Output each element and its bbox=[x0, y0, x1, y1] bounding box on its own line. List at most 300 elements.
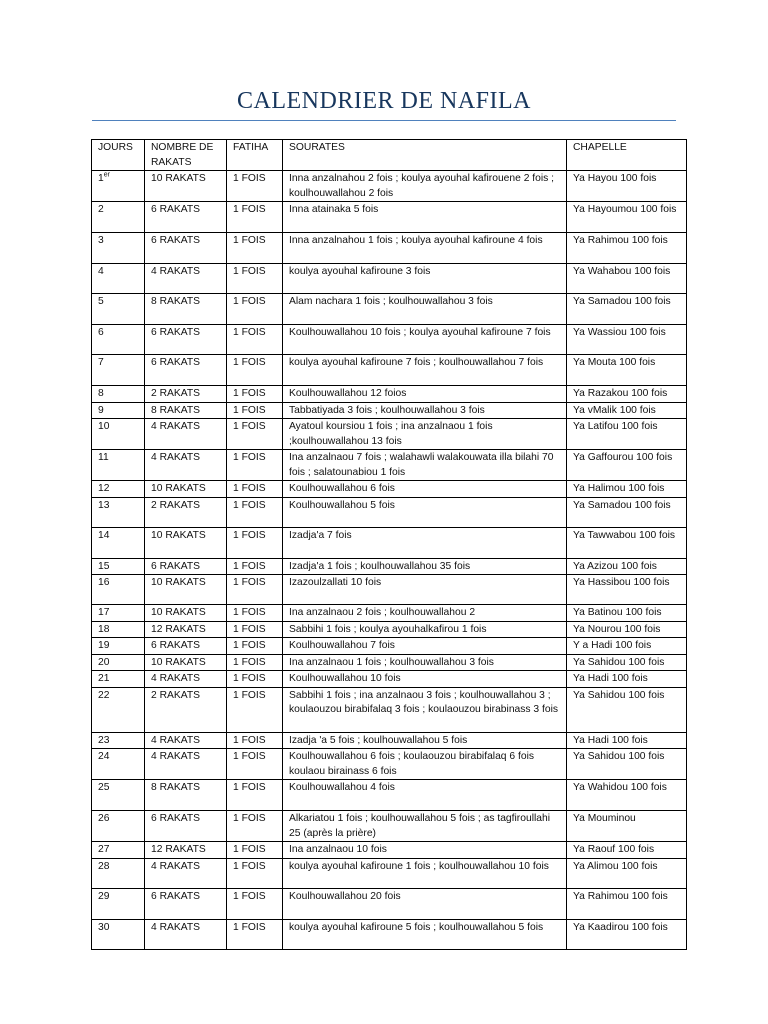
sourates-cell-text: koulya ayouhal kafiroune 3 fois bbox=[289, 266, 431, 277]
day-cell bbox=[92, 171, 145, 202]
rakats-cell-text: 6 RAKATS bbox=[151, 235, 201, 246]
rakats-cell-text: 4 RAKATS bbox=[151, 734, 201, 746]
fatiha-cell-text: 1 FOIS bbox=[233, 235, 266, 246]
table-row bbox=[92, 386, 687, 403]
sourates-cell-text: Inna anzalnahou 1 fois ; koulya ayouhal kafiroune 4 fois bbox=[289, 235, 543, 246]
day-cell-text: 19 bbox=[98, 640, 110, 651]
rakats-cell bbox=[145, 671, 227, 688]
rakats-cell-text: 10 RAKATS bbox=[151, 577, 206, 588]
day-cell-text: 22 bbox=[98, 689, 110, 701]
fatiha-cell bbox=[227, 919, 283, 949]
sourates-cell bbox=[283, 419, 567, 450]
table-row bbox=[92, 171, 687, 202]
chapelle-cell-text: Ya Mouta 100 fois bbox=[573, 357, 656, 368]
header-fatiha: FATIHA bbox=[227, 140, 283, 171]
table-row bbox=[92, 888, 687, 919]
chapelle-cell-text: Ya Samadou 100 fois bbox=[573, 499, 671, 511]
fatiha-cell-text: 1 FOIS bbox=[233, 204, 266, 215]
sourates-cell bbox=[283, 638, 567, 655]
day-cell bbox=[92, 575, 145, 605]
fatiha-cell-text: 1 FOIS bbox=[233, 623, 266, 635]
day-cell bbox=[92, 355, 145, 386]
chapelle-cell bbox=[567, 325, 687, 355]
rakats-cell bbox=[145, 450, 227, 481]
rakats-cell-text: 4 RAKATS bbox=[151, 860, 201, 872]
day-cell bbox=[92, 497, 145, 527]
fatiha-cell-text: 1 FOIS bbox=[233, 388, 266, 399]
table-row bbox=[92, 919, 687, 949]
rakats-cell-text: 10 RAKATS bbox=[151, 483, 206, 494]
fatiha-cell-text: 1 FOIS bbox=[233, 529, 266, 541]
sourates-cell-text: Izazoulzallati 10 fois bbox=[289, 577, 382, 588]
sourates-cell bbox=[283, 888, 567, 919]
day-cell-text: 20 bbox=[98, 656, 110, 668]
chapelle-cell bbox=[567, 732, 687, 749]
fatiha-cell-text: 1 FOIS bbox=[233, 560, 266, 572]
day-cell-text: 5 bbox=[98, 296, 104, 307]
day-cell bbox=[92, 605, 145, 622]
chapelle-cell-text: Ya Razakou 100 fois bbox=[573, 388, 668, 399]
fatiha-cell-text: 1 FOIS bbox=[233, 734, 266, 746]
fatiha-cell-text: 1 FOIS bbox=[233, 640, 266, 651]
sourates-cell-text: Ina anzalnaou 2 fois ; koulhouwallahou 2 bbox=[289, 607, 476, 618]
rakats-cell bbox=[145, 811, 227, 842]
day-cell-text: 8 bbox=[98, 388, 104, 399]
sourates-cell-text: Alam nachara 1 fois ; koulhouwallahou 3 fois bbox=[289, 296, 493, 307]
chapelle-cell-text: Ya Wahidou 100 fois bbox=[573, 782, 667, 793]
day-cell bbox=[92, 264, 145, 294]
fatiha-cell bbox=[227, 481, 283, 498]
table-row bbox=[92, 558, 687, 575]
fatiha-cell bbox=[227, 732, 283, 749]
day-cell bbox=[92, 481, 145, 498]
rakats-cell-text: 4 RAKATS bbox=[151, 452, 201, 463]
fatiha-cell bbox=[227, 450, 283, 481]
nafila-calendar-table bbox=[91, 139, 687, 950]
day-cell-text: 13 bbox=[98, 499, 110, 511]
chapelle-cell-text: Ya Kaadirou 100 fois bbox=[573, 921, 668, 933]
day-cell-text: 26 bbox=[98, 813, 110, 824]
rakats-cell bbox=[145, 419, 227, 450]
day-ordinal-suffix: er bbox=[103, 171, 110, 179]
chapelle-cell bbox=[567, 575, 687, 605]
rakats-cell-text: 12 RAKATS bbox=[151, 844, 206, 855]
day-cell bbox=[92, 621, 145, 638]
fatiha-cell bbox=[227, 171, 283, 202]
fatiha-cell-text: 1 FOIS bbox=[233, 499, 266, 511]
sourates-cell bbox=[283, 355, 567, 386]
day-cell bbox=[92, 919, 145, 949]
chapelle-cell bbox=[567, 558, 687, 575]
rakats-cell-text: 6 RAKATS bbox=[151, 327, 201, 338]
day-cell-text: 12 bbox=[98, 483, 110, 494]
fatiha-cell-text: 1 FOIS bbox=[233, 673, 266, 684]
fatiha-cell-text: 1 FOIS bbox=[233, 890, 266, 902]
chapelle-cell bbox=[567, 811, 687, 842]
table-row bbox=[92, 749, 687, 780]
day-cell-text: 14 bbox=[98, 529, 110, 541]
chapelle-cell-text: Ya Hadi 100 fois bbox=[573, 673, 648, 684]
fatiha-cell-text: 1 FOIS bbox=[233, 296, 266, 307]
chapelle-cell bbox=[567, 402, 687, 419]
header-nombre-de-rakats: NOMBRE DE RAKATS bbox=[145, 140, 227, 171]
header-jours: JOURS bbox=[92, 140, 145, 171]
sourates-cell bbox=[283, 919, 567, 949]
table-row bbox=[92, 202, 687, 233]
sourates-cell-text: Koulhouwallahou 6 fois bbox=[289, 483, 395, 494]
table-row bbox=[92, 264, 687, 294]
day-cell bbox=[92, 858, 145, 888]
table-row bbox=[92, 294, 687, 325]
day-cell-text: 3 bbox=[98, 235, 104, 246]
day-cell bbox=[92, 638, 145, 655]
table-row bbox=[92, 654, 687, 671]
fatiha-cell bbox=[227, 621, 283, 638]
sourates-cell-text: Koulhouwallahou 4 fois bbox=[289, 782, 395, 793]
sourates-cell-text: Alkariatou 1 fois ; koulhouwallahou 5 fois ; as tagfiroullahi 25 (après la prière) bbox=[289, 813, 551, 839]
fatiha-cell bbox=[227, 638, 283, 655]
rakats-cell-text: 4 RAKATS bbox=[151, 421, 201, 432]
rakats-cell bbox=[145, 919, 227, 949]
fatiha-cell bbox=[227, 233, 283, 264]
sourates-cell bbox=[283, 558, 567, 575]
sourates-cell-text: Inna anzalnahou 2 fois ; koulya ayouhal kafirouene 2 fois ; koulhouwallahou 2 fois bbox=[289, 173, 555, 199]
rakats-cell bbox=[145, 687, 227, 732]
day-cell-text: 18 bbox=[98, 623, 110, 635]
rakats-cell bbox=[145, 780, 227, 811]
rakats-cell-text: 6 RAKATS bbox=[151, 204, 201, 215]
sourates-cell-text: Koulhouwallahou 20 fois bbox=[289, 890, 401, 902]
rakats-cell-text: 4 RAKATS bbox=[151, 921, 201, 933]
chapelle-cell-text: Ya Gaffourou 100 fois bbox=[573, 452, 673, 463]
day-cell bbox=[92, 749, 145, 780]
rakats-cell bbox=[145, 481, 227, 498]
sourates-cell bbox=[283, 858, 567, 888]
fatiha-cell bbox=[227, 842, 283, 859]
fatiha-cell-text: 1 FOIS bbox=[233, 173, 266, 184]
table-row bbox=[92, 527, 687, 558]
rakats-cell bbox=[145, 202, 227, 233]
sourates-cell bbox=[283, 842, 567, 859]
rakats-cell-text: 6 RAKATS bbox=[151, 890, 201, 902]
chapelle-cell bbox=[567, 687, 687, 732]
day-cell bbox=[92, 558, 145, 575]
table-row bbox=[92, 858, 687, 888]
day-cell bbox=[92, 233, 145, 264]
day-cell-text: 30 bbox=[98, 921, 110, 933]
table-row bbox=[92, 842, 687, 859]
rakats-cell-text: 8 RAKATS bbox=[151, 782, 201, 793]
fatiha-cell bbox=[227, 687, 283, 732]
rakats-cell bbox=[145, 402, 227, 419]
header-sourates: SOURATES bbox=[283, 140, 567, 171]
day-cell bbox=[92, 419, 145, 450]
table-row bbox=[92, 355, 687, 386]
rakats-cell bbox=[145, 325, 227, 355]
sourates-cell-text: Tabbatiyada 3 fois ; koulhouwallahou 3 fois bbox=[289, 404, 485, 416]
fatiha-cell-text: 1 FOIS bbox=[233, 483, 266, 494]
rakats-cell bbox=[145, 858, 227, 888]
sourates-cell bbox=[283, 481, 567, 498]
day-cell-text: 27 bbox=[98, 844, 110, 855]
header-chapelle: CHAPELLE bbox=[567, 140, 687, 171]
sourates-cell bbox=[283, 687, 567, 732]
sourates-cell-text: Koulhouwallahou 6 fois ; koulaouzou birabifalaq 6 fois koulaou birainass 6 fois bbox=[289, 751, 535, 777]
chapelle-cell-text: Ya vMalik 100 fois bbox=[573, 404, 656, 416]
day-cell-text: 17 bbox=[98, 607, 110, 618]
chapelle-cell bbox=[567, 527, 687, 558]
chapelle-cell-text: Ya Mouminou bbox=[573, 813, 636, 824]
day-cell bbox=[92, 811, 145, 842]
chapelle-cell-text: Ya Batinou 100 fois bbox=[573, 607, 662, 618]
sourates-cell bbox=[283, 294, 567, 325]
day-cell bbox=[92, 842, 145, 859]
table-row bbox=[92, 233, 687, 264]
day-cell bbox=[92, 202, 145, 233]
sourates-cell bbox=[283, 386, 567, 403]
fatiha-cell-text: 1 FOIS bbox=[233, 689, 266, 701]
chapelle-cell bbox=[567, 233, 687, 264]
rakats-cell bbox=[145, 233, 227, 264]
chapelle-cell-text: Ya Sahidou 100 fois bbox=[573, 689, 665, 701]
rakats-cell bbox=[145, 527, 227, 558]
chapelle-cell bbox=[567, 450, 687, 481]
rakats-cell-text: 4 RAKATS bbox=[151, 673, 201, 684]
fatiha-cell bbox=[227, 605, 283, 622]
rakats-cell bbox=[145, 732, 227, 749]
day-cell-text: 29 bbox=[98, 890, 110, 902]
sourates-cell bbox=[283, 605, 567, 622]
chapelle-cell bbox=[567, 638, 687, 655]
fatiha-cell-text: 1 FOIS bbox=[233, 751, 266, 762]
day-cell-text: 6 bbox=[98, 327, 104, 338]
rakats-cell bbox=[145, 621, 227, 638]
sourates-cell bbox=[283, 654, 567, 671]
fatiha-cell-text: 1 FOIS bbox=[233, 782, 266, 793]
rakats-cell-text: 10 RAKATS bbox=[151, 656, 206, 668]
day-cell-text: 21 bbox=[98, 673, 110, 684]
rakats-cell-text: 4 RAKATS bbox=[151, 751, 201, 762]
day-cell-text: 4 bbox=[98, 266, 104, 277]
sourates-cell-text: Inna atainaka 5 fois bbox=[289, 204, 379, 215]
day-cell bbox=[92, 294, 145, 325]
sourates-cell bbox=[283, 780, 567, 811]
fatiha-cell-text: 1 FOIS bbox=[233, 577, 266, 588]
rakats-cell bbox=[145, 558, 227, 575]
rakats-cell-text: 6 RAKATS bbox=[151, 640, 201, 651]
rakats-cell-text: 8 RAKATS bbox=[151, 296, 201, 307]
day-cell bbox=[92, 386, 145, 403]
table-row bbox=[92, 575, 687, 605]
fatiha-cell-text: 1 FOIS bbox=[233, 421, 266, 432]
day-cell-text: 10 bbox=[98, 421, 110, 432]
chapelle-cell-text: Ya Rahimou 100 fois bbox=[573, 890, 668, 902]
sourates-cell-text: Koulhouwallahou 10 fois ; koulya ayouhal kafiroune 7 fois bbox=[289, 327, 551, 338]
table-header-row bbox=[92, 140, 687, 171]
chapelle-cell bbox=[567, 355, 687, 386]
rakats-cell bbox=[145, 888, 227, 919]
chapelle-cell bbox=[567, 888, 687, 919]
chapelle-cell bbox=[567, 386, 687, 403]
table-row bbox=[92, 402, 687, 419]
sourates-cell bbox=[283, 450, 567, 481]
fatiha-cell bbox=[227, 654, 283, 671]
fatiha-cell bbox=[227, 264, 283, 294]
rakats-cell bbox=[145, 842, 227, 859]
chapelle-cell bbox=[567, 671, 687, 688]
day-cell bbox=[92, 687, 145, 732]
rakats-cell-text: 2 RAKATS bbox=[151, 689, 201, 701]
table-row bbox=[92, 605, 687, 622]
fatiha-cell bbox=[227, 558, 283, 575]
sourates-cell bbox=[283, 575, 567, 605]
day-cell-text: 16 bbox=[98, 577, 110, 588]
sourates-cell-text: Koulhouwallahou 12 foios bbox=[289, 388, 407, 399]
fatiha-cell bbox=[227, 811, 283, 842]
chapelle-cell bbox=[567, 858, 687, 888]
chapelle-cell-text: Ya Halimou 100 fois bbox=[573, 483, 665, 494]
fatiha-cell-text: 1 FOIS bbox=[233, 607, 266, 618]
sourates-cell-text: Ina anzalnaou 7 fois ; walahawli walakouwata illa bilahi 70 fois ; salatounabiou 1 fois bbox=[289, 452, 554, 478]
chapelle-cell-text: Y a Hadi 100 fois bbox=[573, 640, 652, 651]
fatiha-cell-text: 1 FOIS bbox=[233, 266, 266, 277]
sourates-cell-text: koulya ayouhal kafiroune 7 fois ; koulhouwallahou 7 fois bbox=[289, 357, 544, 368]
chapelle-cell bbox=[567, 481, 687, 498]
day-cell-text: 25 bbox=[98, 782, 110, 793]
sourates-cell-text: Ina anzalnaou 1 fois ; koulhouwallahou 3 fois bbox=[289, 656, 494, 668]
chapelle-cell bbox=[567, 605, 687, 622]
table-row bbox=[92, 638, 687, 655]
rakats-cell-text: 8 RAKATS bbox=[151, 404, 201, 416]
day-cell-text: 24 bbox=[98, 751, 110, 762]
fatiha-cell bbox=[227, 355, 283, 386]
table-row bbox=[92, 732, 687, 749]
rakats-cell bbox=[145, 654, 227, 671]
table-row bbox=[92, 687, 687, 732]
sourates-cell-text: koulya ayouhal kafiroune 1 fois ; koulhouwallahou 10 fois bbox=[289, 860, 549, 872]
chapelle-cell bbox=[567, 780, 687, 811]
table-row bbox=[92, 481, 687, 498]
fatiha-cell-text: 1 FOIS bbox=[233, 357, 266, 368]
chapelle-cell-text: Ya Sahidou 100 fois bbox=[573, 751, 665, 762]
sourates-cell bbox=[283, 264, 567, 294]
fatiha-cell bbox=[227, 527, 283, 558]
fatiha-cell bbox=[227, 671, 283, 688]
fatiha-cell-text: 1 FOIS bbox=[233, 327, 266, 338]
sourates-cell bbox=[283, 202, 567, 233]
sourates-cell-text: Koulhouwallahou 5 fois bbox=[289, 499, 395, 511]
sourates-cell bbox=[283, 233, 567, 264]
fatiha-cell bbox=[227, 386, 283, 403]
rakats-cell-text: 6 RAKATS bbox=[151, 560, 201, 572]
fatiha-cell bbox=[227, 325, 283, 355]
sourates-cell bbox=[283, 749, 567, 780]
chapelle-cell-text: Ya Sahidou 100 fois bbox=[573, 656, 665, 668]
day-cell bbox=[92, 654, 145, 671]
chapelle-cell bbox=[567, 919, 687, 949]
day-cell-text: 15 bbox=[98, 560, 110, 572]
fatiha-cell bbox=[227, 749, 283, 780]
rakats-cell-text: 10 RAKATS bbox=[151, 529, 206, 541]
rakats-cell bbox=[145, 749, 227, 780]
chapelle-cell-text: Ya Wassiou 100 fois bbox=[573, 327, 666, 338]
fatiha-cell bbox=[227, 888, 283, 919]
chapelle-cell bbox=[567, 264, 687, 294]
sourates-cell-text: Koulhouwallahou 7 fois bbox=[289, 640, 395, 651]
sourates-cell-text: Ina anzalnaou 10 fois bbox=[289, 844, 387, 855]
chapelle-cell bbox=[567, 294, 687, 325]
table-row bbox=[92, 811, 687, 842]
table-row bbox=[92, 497, 687, 527]
chapelle-cell bbox=[567, 654, 687, 671]
sourates-cell-text: Koulhouwallahou 10 fois bbox=[289, 673, 401, 684]
rakats-cell bbox=[145, 294, 227, 325]
chapelle-cell bbox=[567, 497, 687, 527]
page-title: CALENDRIER DE NAFILA bbox=[237, 88, 531, 114]
rakats-cell-text: 10 RAKATS bbox=[151, 607, 206, 618]
day-cell-text: 7 bbox=[98, 357, 104, 368]
chapelle-cell-text: Ya Latifou 100 fois bbox=[573, 421, 658, 432]
table-row bbox=[92, 419, 687, 450]
fatiha-cell bbox=[227, 419, 283, 450]
rakats-cell-text: 4 RAKATS bbox=[151, 266, 201, 277]
fatiha-cell bbox=[227, 575, 283, 605]
chapelle-cell bbox=[567, 842, 687, 859]
chapelle-cell-text: Ya Nourou 100 fois bbox=[573, 623, 661, 635]
day-cell-text: 1 bbox=[98, 173, 104, 184]
chapelle-cell-text: Ya Azizou 100 fois bbox=[573, 560, 657, 572]
chapelle-cell bbox=[567, 749, 687, 780]
rakats-cell-text: 2 RAKATS bbox=[151, 499, 201, 511]
rakats-cell bbox=[145, 386, 227, 403]
chapelle-cell-text: Ya Hayou 100 fois bbox=[573, 173, 657, 184]
table-row bbox=[92, 780, 687, 811]
day-cell bbox=[92, 527, 145, 558]
rakats-cell-text: 12 RAKATS bbox=[151, 623, 206, 635]
chapelle-cell-text: Ya Wahabou 100 fois bbox=[573, 266, 671, 277]
day-cell bbox=[92, 671, 145, 688]
sourates-cell-text: Izadja'a 7 fois bbox=[289, 529, 352, 541]
rakats-cell bbox=[145, 605, 227, 622]
fatiha-cell-text: 1 FOIS bbox=[233, 921, 266, 933]
chapelle-cell-text: Ya Alimou 100 fois bbox=[573, 860, 658, 872]
fatiha-cell-text: 1 FOIS bbox=[233, 813, 266, 824]
sourates-cell bbox=[283, 497, 567, 527]
table-row bbox=[92, 621, 687, 638]
table-row bbox=[92, 450, 687, 481]
fatiha-cell-text: 1 FOIS bbox=[233, 860, 266, 872]
chapelle-cell-text: Ya Tawwabou 100 fois bbox=[573, 529, 676, 541]
fatiha-cell bbox=[227, 858, 283, 888]
rakats-cell bbox=[145, 171, 227, 202]
rakats-cell-text: 10 RAKATS bbox=[151, 173, 206, 184]
sourates-cell-text: Sabbihi 1 fois ; ina anzalnaou 3 fois ; koulhouwallahou 3 ; koulaouzou birabifalaq 3 fois ; koulaouzou birabinass 3 fois bbox=[289, 689, 559, 715]
sourates-cell bbox=[283, 732, 567, 749]
chapelle-cell-text: Ya Raouf 100 fois bbox=[573, 844, 655, 855]
fatiha-cell bbox=[227, 294, 283, 325]
chapelle-cell bbox=[567, 202, 687, 233]
sourates-cell-text: Ayatoul koursiou 1 fois ; ina anzalnaou 1 fois ;koulhouwallahou 13 fois bbox=[289, 421, 493, 447]
chapelle-cell-text: Ya Samadou 100 fois bbox=[573, 296, 671, 307]
rakats-cell bbox=[145, 497, 227, 527]
day-cell bbox=[92, 888, 145, 919]
rakats-cell bbox=[145, 264, 227, 294]
sourates-cell bbox=[283, 171, 567, 202]
chapelle-cell bbox=[567, 621, 687, 638]
rakats-cell bbox=[145, 638, 227, 655]
sourates-cell-text: Izadja'a 1 fois ; koulhouwallahou 35 fois bbox=[289, 560, 471, 572]
fatiha-cell-text: 1 FOIS bbox=[233, 404, 266, 416]
